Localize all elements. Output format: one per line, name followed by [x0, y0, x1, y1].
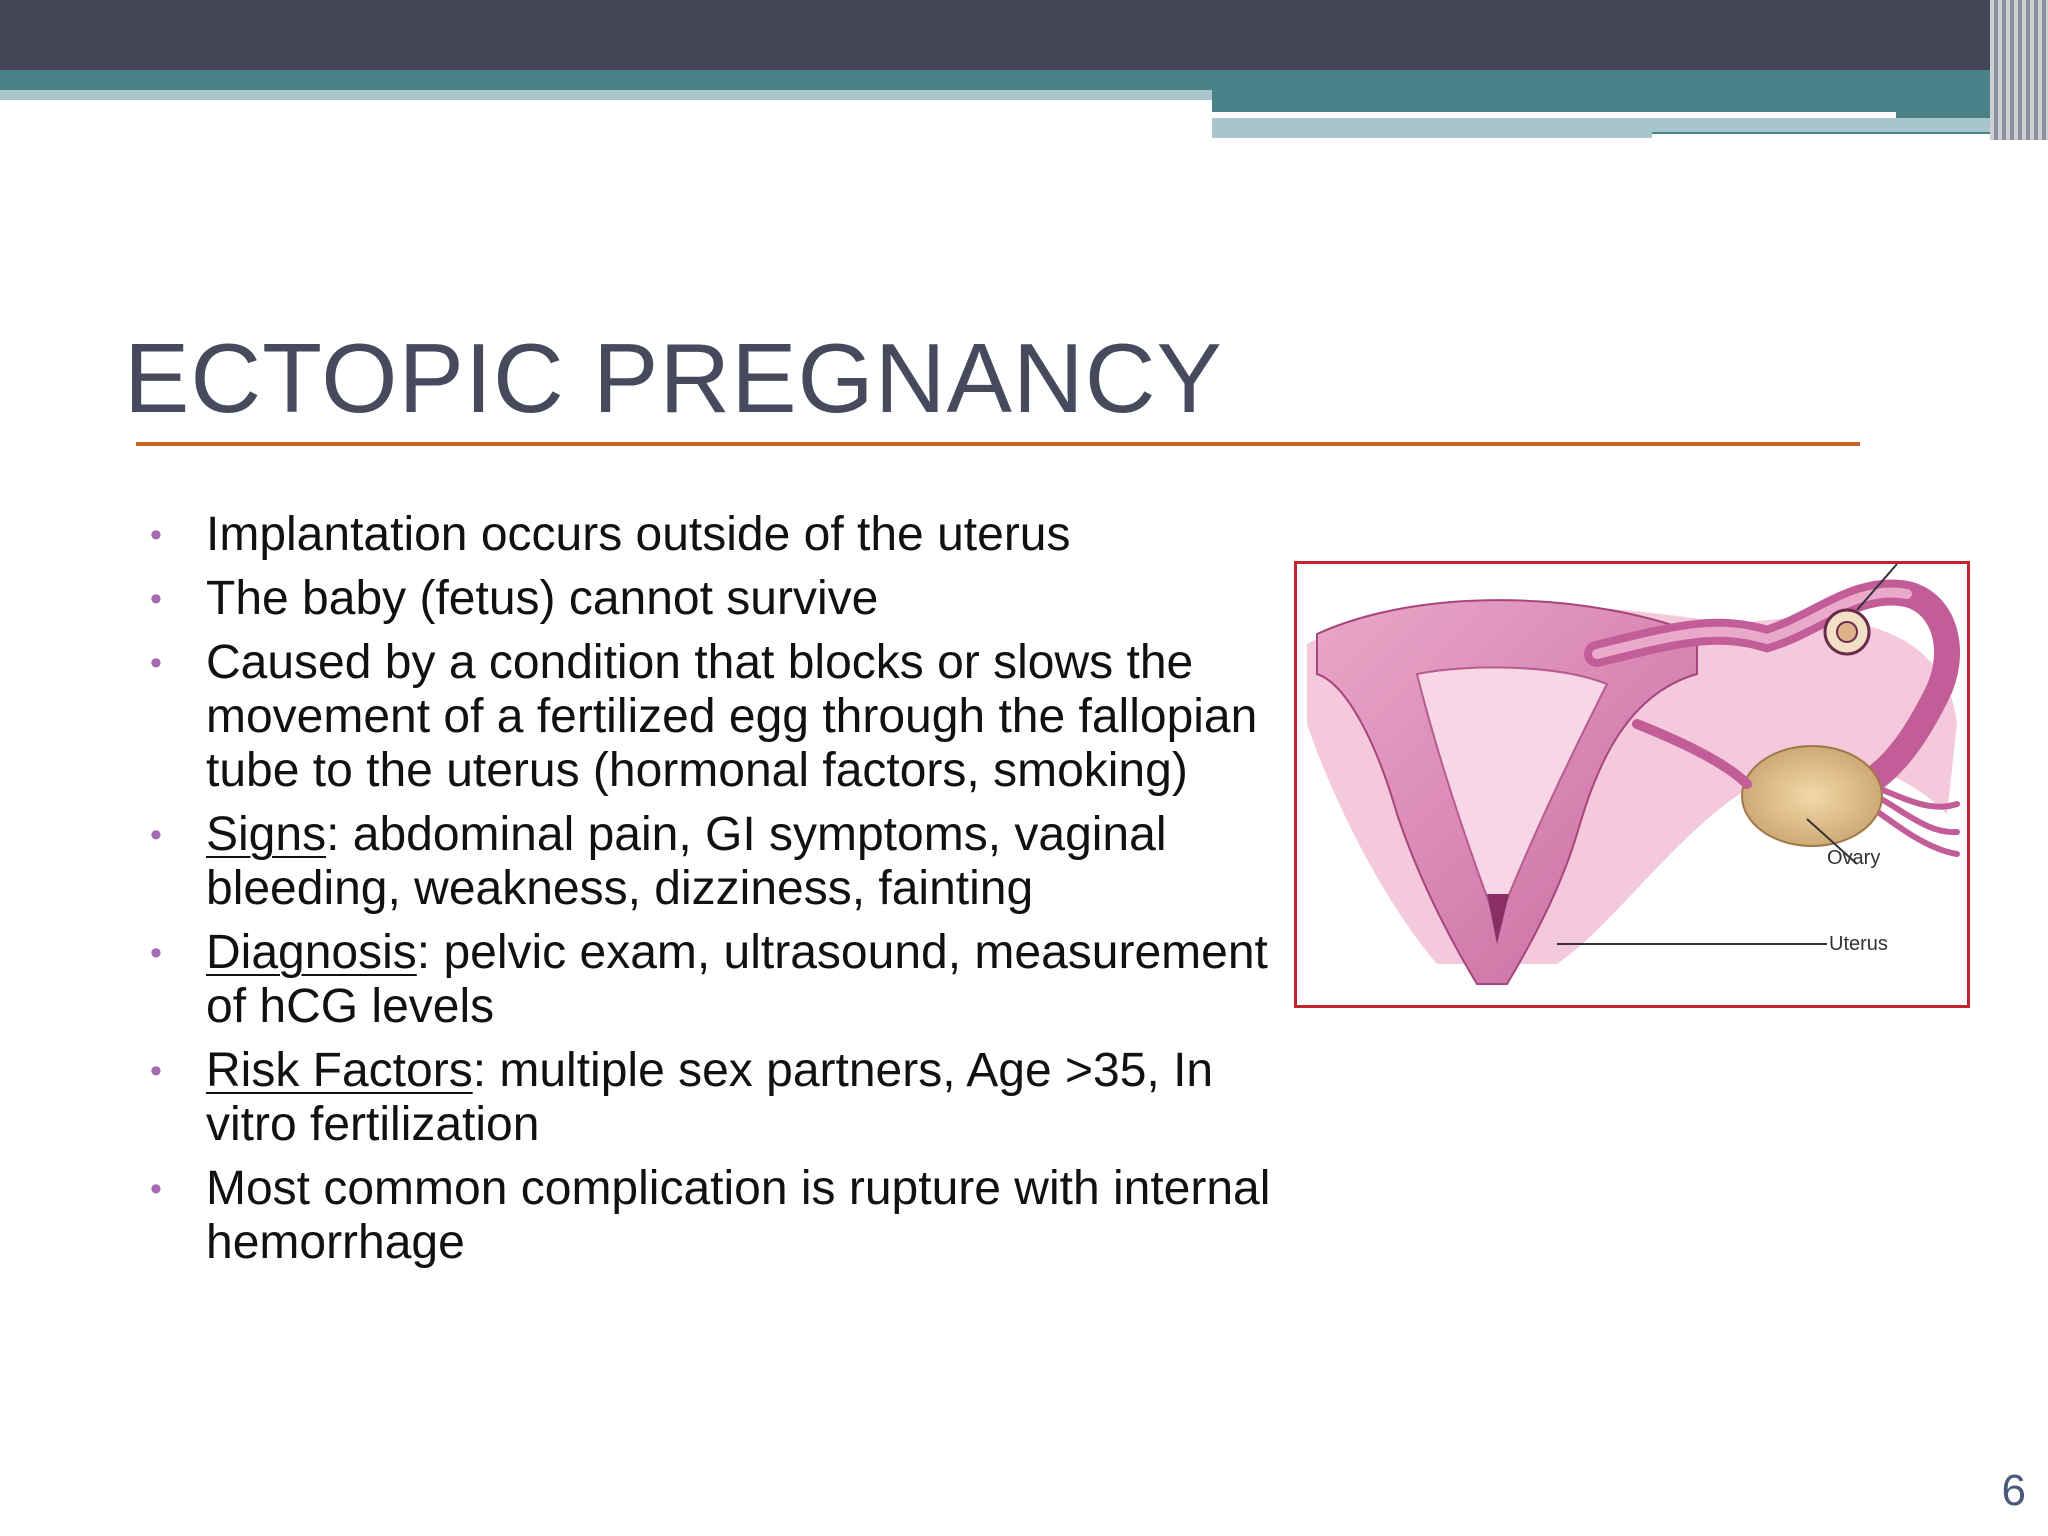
bullet-dot-icon: •	[150, 516, 162, 554]
uterus-diagram-svg	[1297, 564, 1967, 1005]
header-stripe-accent	[1990, 0, 2048, 140]
header-band	[0, 0, 2048, 140]
header-light-bar	[0, 90, 1212, 100]
bullet-list	[140, 508, 1290, 1280]
bullet-label-risk-factors: Risk Factors	[206, 1044, 473, 1097]
bullet-label-signs: Signs	[206, 808, 327, 861]
bullet-dot-icon: •	[150, 816, 162, 854]
bullet-dot-icon: •	[150, 644, 162, 682]
ovary-label: Ovary	[1827, 847, 1881, 869]
bullet-dot-icon: •	[150, 934, 162, 972]
list-item	[140, 508, 1290, 562]
bullet-text: Caused by a condition that blocks or slows the movement of a fertilized egg through the fallopian tube to the uterus (hormonal factors, smoking)	[206, 636, 1258, 797]
list-item	[140, 636, 1290, 798]
ovary	[1742, 746, 1882, 846]
uterus-illustration	[1294, 561, 1970, 1008]
embryo-core	[1837, 622, 1857, 642]
title-underline	[136, 442, 1860, 446]
list-item	[140, 1044, 1290, 1152]
bullet-text: : abdominal pain, GI symptoms, vaginal bleeding, weakness, dizziness, fainting	[206, 808, 1167, 915]
bullet-text: : multiple sex partners, Age >35, In vitro fertilization	[206, 1044, 1214, 1151]
header-dark-bar	[0, 0, 2048, 70]
bullet-dot-icon: •	[150, 1052, 162, 1090]
bullet-dot-icon: •	[150, 1170, 162, 1208]
uterus-label: Uterus	[1829, 933, 1888, 955]
bullet-text: Most common complication is rupture with internal hemorrhage	[206, 1162, 1271, 1269]
slide-title: ECTOPIC PREGNANCY	[124, 323, 1223, 433]
header-light-step-2	[1652, 118, 2012, 132]
list-item	[140, 1162, 1290, 1270]
bullet-label-diagnosis: Diagnosis	[206, 926, 417, 979]
header-light-step	[1212, 118, 1652, 138]
header-teal-bar	[0, 70, 2048, 90]
list-item	[140, 572, 1290, 626]
bullet-dot-icon: •	[150, 580, 162, 618]
bullet-text: : pelvic exam, ultrasound, measurement of hCG levels	[206, 926, 1268, 1033]
page-number: 6	[2001, 1466, 2026, 1515]
list-item	[140, 808, 1290, 916]
bullet-text: Implantation occurs outside of the uterus	[206, 508, 1071, 561]
list-item	[140, 926, 1290, 1034]
bullet-text: The baby (fetus) cannot survive	[206, 572, 879, 625]
